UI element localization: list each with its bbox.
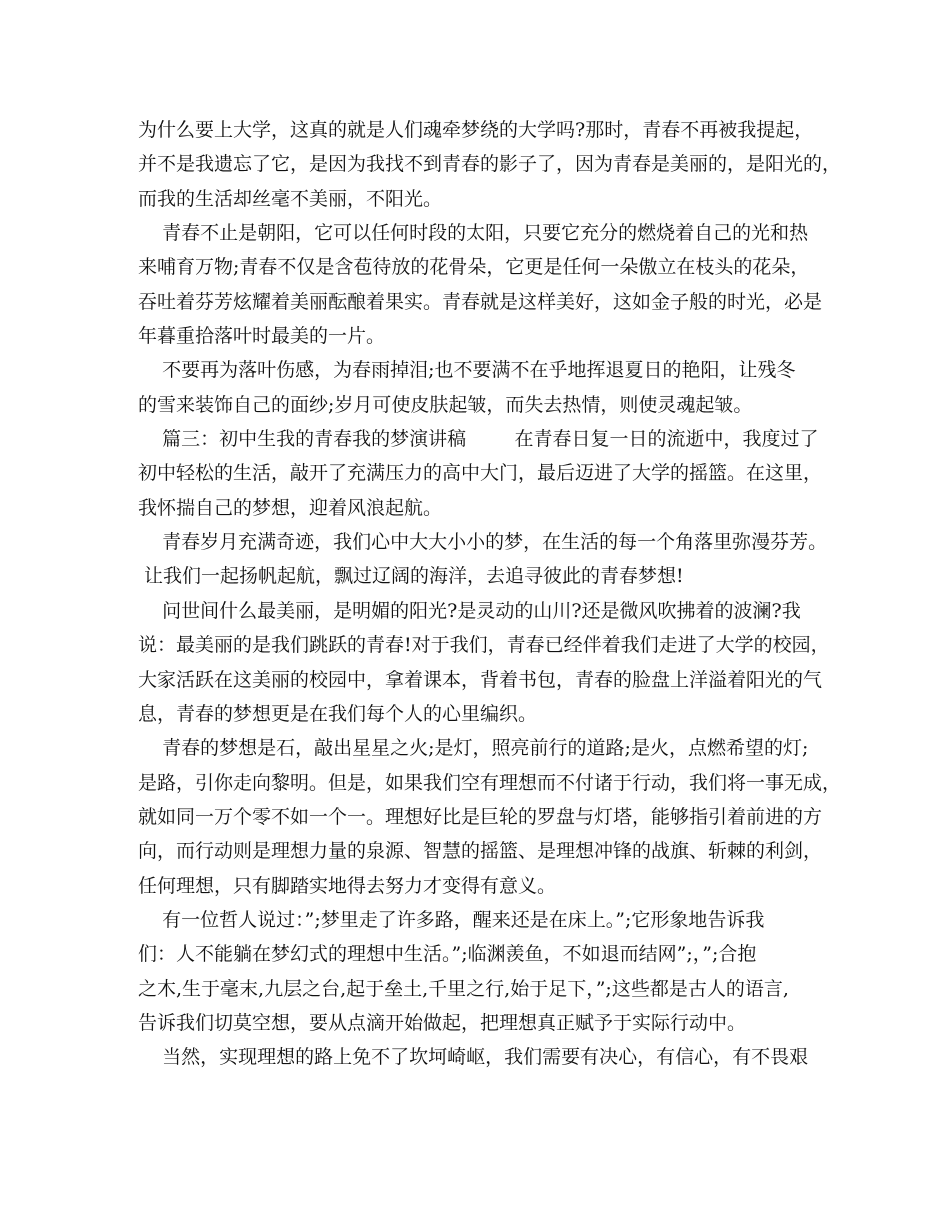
text-line-3: 而我的生活却丝毫不美丽，不阳光。 — [138, 187, 443, 210]
text-line-1: 为什么要上大学，这真的就是人们魂牵梦绕的大学吗?那时，青春不再被我提起， — [138, 119, 814, 141]
text-line-26: 之木,生于毫末,九层之台,起于垒土,千里之行,始于足下，”;这些都是古人的语言, — [138, 977, 789, 1000]
text-line-22: 向，而行动则是理想力量的泉源、智慧的摇篮、是理想冲锋的战旗、斩棘的利剑， — [138, 840, 823, 863]
text-line-17: 大家活跃在这美丽的校园中，拿着课本，背着书包，青春的脸盘上洋溢着阳光的气 — [138, 668, 823, 691]
text-line-10: 篇三：初中生我的青春我的梦演讲稿 在青春日复一日的流逝中，我度过了 — [138, 428, 819, 451]
text-line-9: 的雪来装饰自己的面纱;岁月可使皮肤起皱，而失去热情，则使灵魂起皱。 — [138, 393, 753, 416]
text-line-16: 说：最美丽的是我们跳跃的青春!对于我们，青春已经伴着我们走进了大学的校园， — [138, 634, 830, 657]
text-line-15: 问世间什么最美丽，是明媚的阳光?是灵动的山川?还是微风吹拂着的波澜?我 — [138, 599, 801, 622]
text-line-28: 当然，实现理想的路上免不了坎坷崎岖，我们需要有决心，有信心，有不畏艰 — [138, 1046, 809, 1069]
text-line-6: 吞吐着芬芳炫耀着美丽酝酿着果实。青春就是这样美好，这如金子般的时光，必是 — [138, 290, 823, 313]
text-line-11: 初中轻松的生活，敲开了充满压力的高中大门，最后迈进了大学的摇篮。在这里， — [138, 462, 823, 485]
text-line-20: 是路，引你走向黎明。但是，如果我们空有理想而不付诸于行动，我们将一事无成， — [138, 771, 842, 794]
text-line-23: 任何理想，只有脚踏实地得去努力才变得有意义。 — [138, 874, 557, 897]
text-line-4: 青春不止是朝阳，它可以任何时段的太阳，只要它充分的燃烧着自己的光和热 — [138, 222, 809, 245]
text-line-12: 我怀揣自己的梦想，迎着风浪起航。 — [138, 496, 443, 519]
text-line-7: 年暮重拾落叶时最美的一片。 — [138, 325, 386, 348]
text-line-8: 不要再为落叶伤感，为春雨掉泪;也不要满不在乎地挥退夏日的艳阳，让残冬 — [138, 359, 796, 382]
text-line-27: 告诉我们切莫空想，要从点滴开始做起，把理想真正赋予于实际行动中。 — [138, 1011, 747, 1034]
text-line-18: 息，青春的梦想更是在我们每个人的心里编织。 — [138, 702, 538, 725]
text-line-24: 有一位哲人说过：”;梦里走了许多路，醒来还是在床上。”;它形象地告诉我 — [138, 908, 765, 931]
text-line-25: 们：人不能躺在梦幻式的理想中生活。”;临渊羡鱼，不如退而结网”;，”;合抱 — [138, 943, 757, 966]
document-body — [138, 113, 842, 1075]
text-line-13: 青春岁月充满奇迹，我们心中大大小小的梦，在生活的每一个角落里弥漫芬芳。 — [138, 531, 828, 554]
text-line-5: 来哺育万物;青春不仅是含苞待放的花骨朵，它更是任何一朵傲立在枝头的花朵， — [138, 256, 810, 279]
text-line-2: 并不是我遗忘了它，是因为我找不到青春的影子了，因为青春是美丽的，是阳光的， — [138, 153, 842, 176]
text-line-14: 让我们一起扬帆起航，飘过辽阔的海洋，去追寻彼此的青春梦想! — [138, 565, 684, 588]
text-line-21: 就如同一万个零不如一个一。理想好比是巨轮的罗盘与灯塔，能够指引着前进的方 — [138, 805, 823, 828]
text-line-19: 青春的梦想是石，敲出星星之火;是灯，照亮前行的道路;是火，点燃希望的灯; — [138, 737, 809, 760]
